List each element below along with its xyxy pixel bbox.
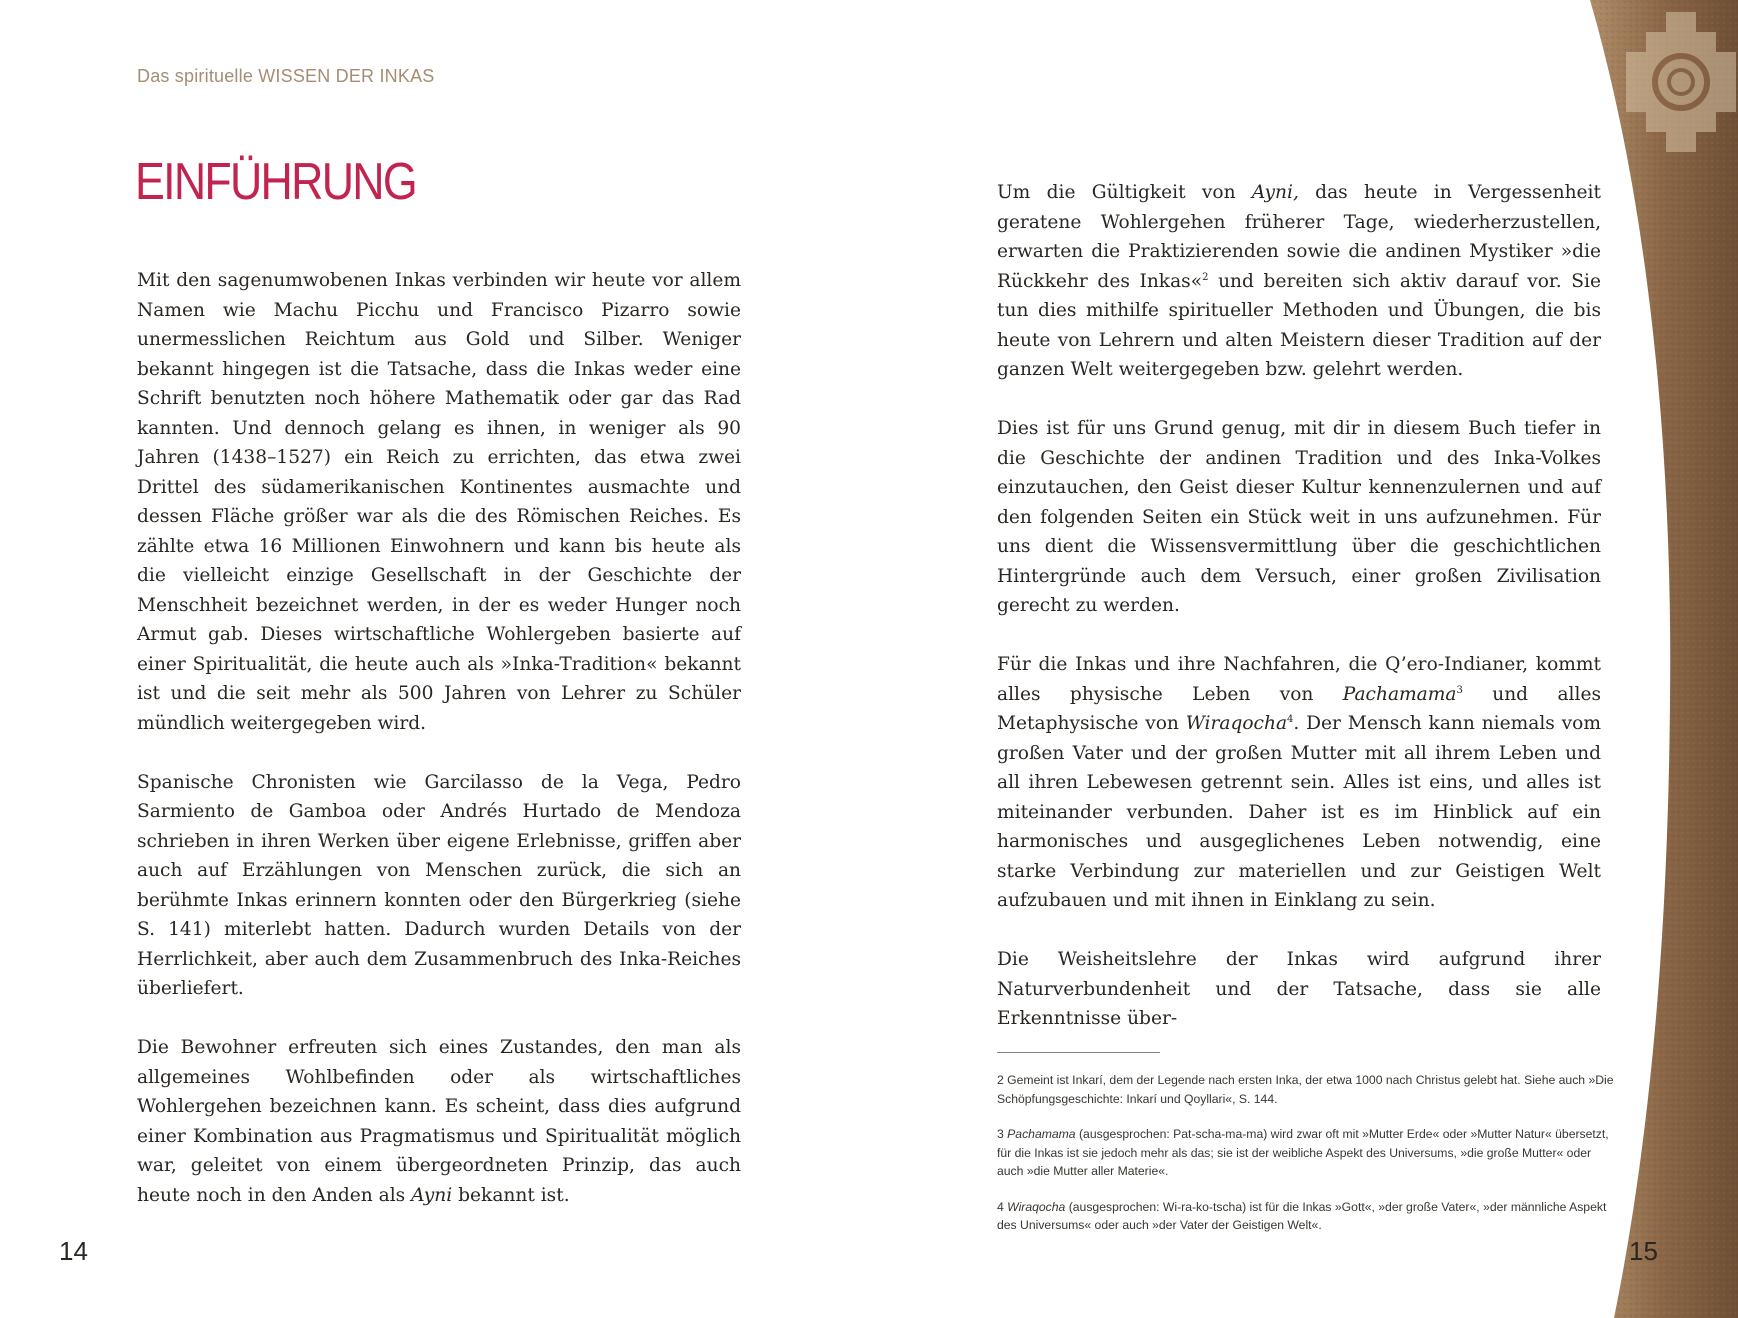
footnote-ref[interactable]: 2: [1202, 271, 1209, 283]
text-run: bekannt ist.: [452, 1184, 570, 1206]
italic-term: Ayni,: [1251, 182, 1299, 203]
textured-edge-band: [1588, 0, 1738, 1318]
text-run: und alles Metaphysische von: [997, 683, 1601, 734]
text-run: Die Bewohner erfreuten sich eines Zustandes, den man als allgemeines Wohlbefinden oder als wirtschaftliches Wohlergehen bezeichnen kann. Es scheint, dass dies aufgrund einer Kombination aus Pragmatismus und Spiritualität möglich war, geleitet von einem übergeordneten Prinzip, das auch heute noch in den Anden als: [137, 1037, 741, 1206]
footnote-divider: [997, 1052, 1160, 1053]
page-number-left: 14: [59, 1236, 88, 1266]
text-run: Um die Gültigkeit von: [997, 182, 1252, 203]
body-paragraph: [997, 178, 1601, 385]
italic-term: Wiraqocha: [1007, 1199, 1066, 1214]
left-body-column: [137, 266, 741, 1210]
footnote-text: (ausgesprochen: Pat-scha-ma-ma) wird zwar oft mit »Mutter Erde« oder »Mutter Natur« übersetzt, für die Inkas ist sie jedoch mehr als das; sie ist der weibliche Aspekt des Universums, »die große Mutter« oder auch »die Mutter aller Materie«.: [997, 1127, 1609, 1178]
body-paragraph: Die Weisheitslehre der Inkas wird aufgrund ihrer Naturverbundenheit und der Tatsache, dass sie alle Erkenntnisse über-: [997, 949, 1601, 1029]
body-paragraph: [997, 650, 1601, 916]
footnote-number: 4: [997, 1199, 1008, 1214]
footnote-ref[interactable]: 4: [1287, 713, 1294, 725]
running-head: Das spirituelle WISSEN DER INKAS: [137, 66, 435, 86]
text-run: und bereiten sich aktiv darauf vor. Sie tun dies mithilfe spiritueller Methoden und Übungen, die bis heute von Lehrern und alten Meistern dieser Tradition auf der ganzen Welt weitergegeben bzw. gelehrt werden.: [997, 270, 1601, 380]
text-run: Für die Inkas und ihre Nachfahren, die Q’ero-Indianer, kommt alles physische Leben von: [997, 654, 1601, 705]
footnote-4: [997, 1198, 1617, 1235]
footnote-2: 2 Gemeint ist Inkarí, dem der Legende nach ersten Inka, der etwa 1000 nach Christus gelebt hat. Siehe auch »Die Schöpfungsgeschichte: Inkarí und Qoyllari«, S. 144.: [997, 1073, 1614, 1106]
italic-term: Ayni: [411, 1184, 453, 1206]
chapter-title: EINFÜHRUNG: [135, 153, 416, 211]
footnote-text: (ausgesprochen: Wi-ra-ko-tscha) ist für die Inkas »Gott«, »der große Vater«, »der männliche Aspekt des Universums« oder auch »der Vater der Geistigen Welt«.: [997, 1199, 1607, 1232]
footnote-ref[interactable]: 3: [1456, 684, 1463, 696]
right-body-column: [997, 178, 1601, 1034]
text-run: das heute in Vergessenheit geratene Wohlergehen früherer Tage, wiederherzustellen, erwarten die Praktizierenden sowie die andinen Mystiker »die Rückkehr des Inkas«: [997, 182, 1601, 292]
body-paragraph: Spanische Chronisten wie Garcilasso de la Vega, Pedro Sarmiento de Gamboa oder Andrés Hurtado de Mendoza schrieben in ihren Werken über eigene Erlebnisse, griffen aber auch auf Erzählungen von Menschen zurück, die sich an berühmte Inkas erinnern konnten oder den Bürgerkrieg (siehe S. 141) miterlebt hatten. Dadurch wurden Details von der Herrlichkeit, aber auch dem Zusammenbruch des Inka-Reiches überliefert.: [137, 771, 741, 999]
text-run: . Der Mensch kann niemals vom großen Vater und der großen Mutter mit all ihrem Leben und all ihren Lebewesen getrennt sein. Alles ist eins, und alles ist miteinander verbunden. Daher ist es im Hinblick auf ein harmonisches und ausgeglichenes Leben notwendig, eine starke Verbindung zur materiellen und zur Geistigen Welt aufzubauen und mit ihnen in Einklang zu sein.: [997, 713, 1601, 911]
page-number-right: 15: [1629, 1236, 1658, 1266]
footnotes: [997, 1071, 1617, 1252]
italic-term: Pachamama: [1342, 683, 1457, 705]
italic-term: Wiraqocha: [1185, 713, 1288, 734]
body-paragraph: Mit den sagenumwobenen Inkas verbinden wir heute vor allem Namen wie Machu Picchu und Francisco Pizarro sowie unermesslichen Reichtum aus Gold und Silber. Weniger bekannt hingegen ist die Tatsache, dass die Inkas weder eine Schrift benutzten noch höhere Mathematik oder gar das Rad kannten. Und dennoch gelang es ihnen, in weniger als 90 Jahren (1438–1527) ein Reich zu errichten, das etwa zwei Drittel des südamerikanischen Kontinentes ausmachte und dessen Fläche größer war als die des Römischen Reiches. Es zählte etwa 16 Millionen Einwohnern und kann bis heute als die vielleicht einzige Gesellschaft in der Geschichte der Menschheit bezeichnet werden, in der es weder Hunger noch Armut gab. Dieses wirtschaftliche Wohlergeben basierte auf einer Spiritualität, die heute auch als »Inka-Tradition« bekannt ist und die seit mehr als 500 Jahren von Lehrer zu Schüler mündlich weitergegeben wird.: [137, 270, 741, 734]
footnote-number: 3: [997, 1127, 1008, 1141]
body-paragraph: [137, 1033, 741, 1210]
footnote-3: [997, 1125, 1617, 1181]
italic-term: Pachamama: [1007, 1127, 1076, 1141]
body-paragraph: Dies ist für uns Grund genug, mit dir in diesem Buch tiefer in die Geschichte der andinen Tradition und des Inka-Volkes einzutauchen, den Geist dieser Kultur kennenzulernen und auf den folgenden Seiten ein Stück weit in uns aufzunehmen. Für uns dient die Wissensvermittlung über die geschichtlichen Hintergründe auch dem Versuch, einer großen Zivilisation gerecht zu werden.: [997, 418, 1601, 616]
